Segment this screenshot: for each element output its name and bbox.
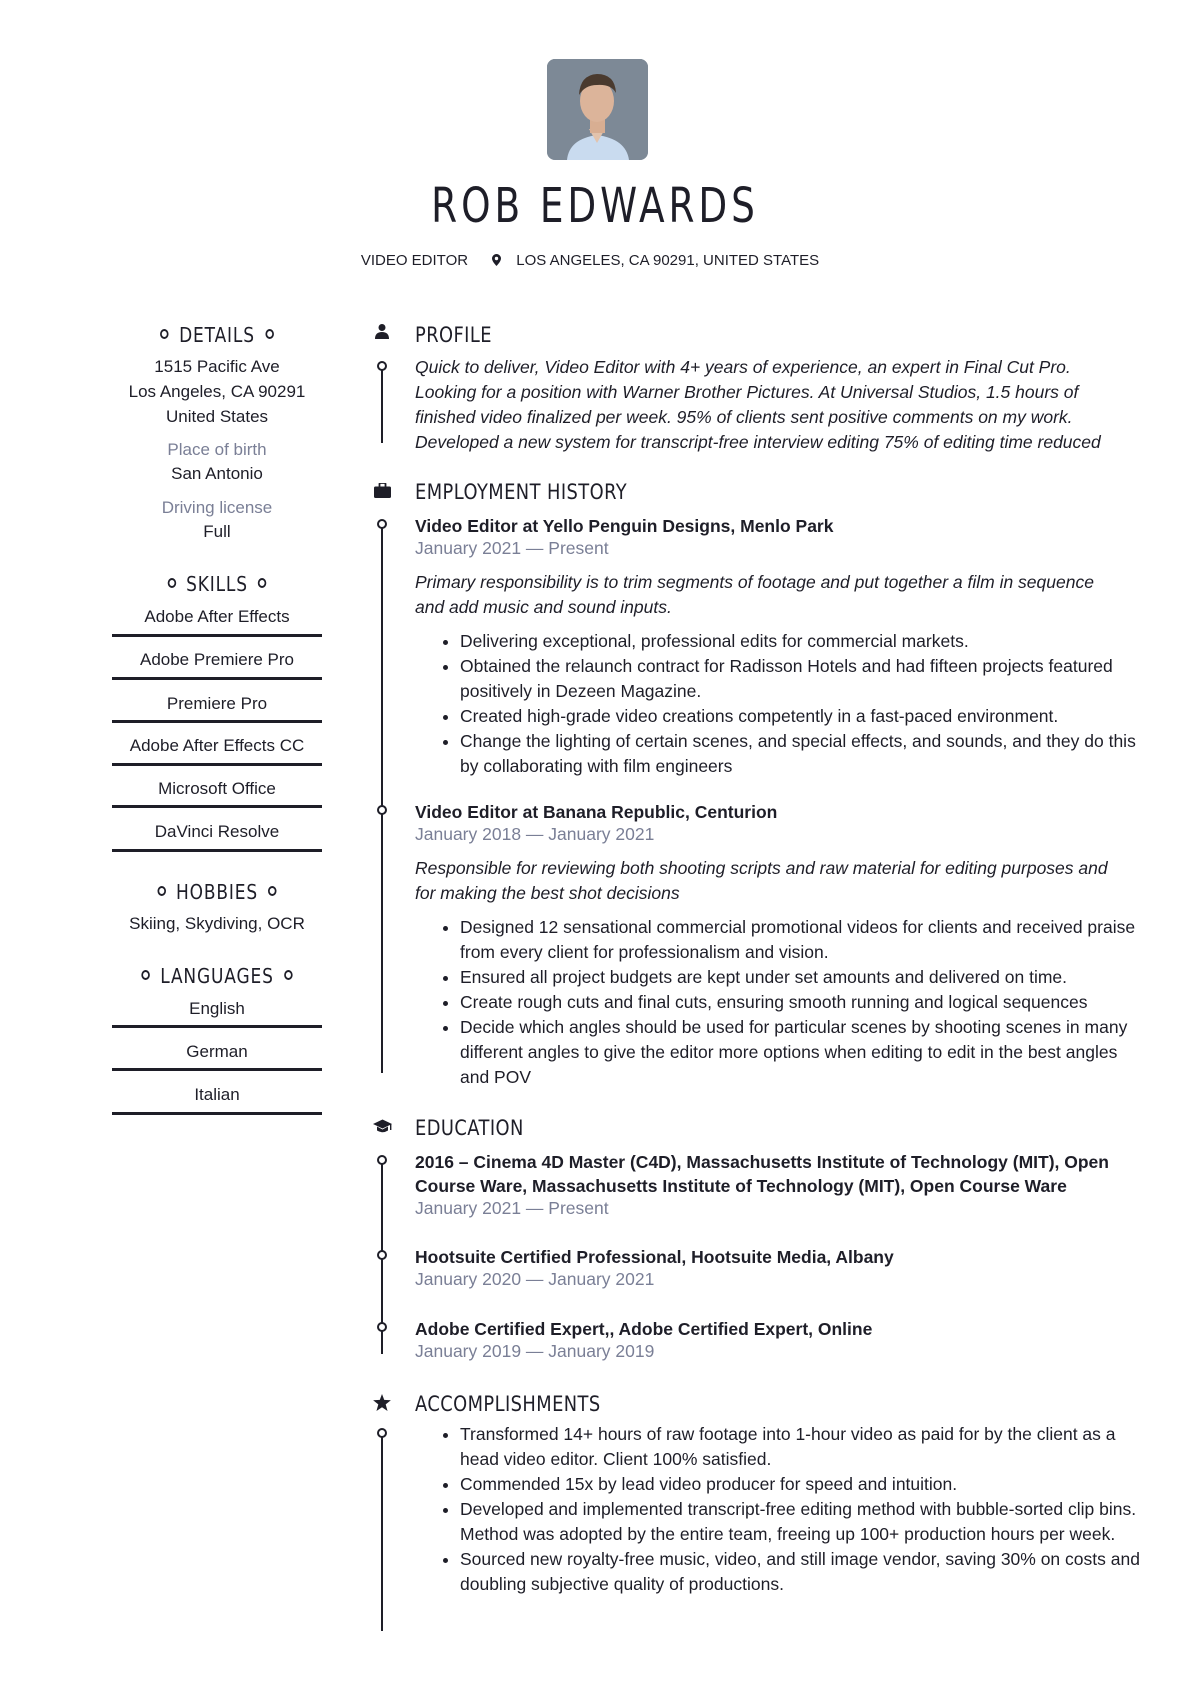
languages-heading: LANGUAGES bbox=[128, 964, 307, 988]
list-item: • Created high-grade video creations competently in a fast-paced environment. bbox=[460, 704, 1150, 729]
job-dates: January 2018 — January 2021 bbox=[415, 824, 655, 844]
timeline-node bbox=[377, 1428, 387, 1438]
skill-item: DaVinci Resolve bbox=[112, 822, 322, 842]
candidate-name: ROB EDWARDS bbox=[431, 178, 759, 234]
person-portrait-icon bbox=[547, 59, 648, 160]
accomplishments-heading: ACCOMPLISHMENTS bbox=[415, 1392, 601, 1416]
star-icon bbox=[371, 1394, 393, 1416]
person-icon bbox=[371, 323, 393, 345]
skill-item: Microsoft Office bbox=[112, 779, 322, 799]
timeline-line bbox=[381, 523, 383, 1073]
circle-icon bbox=[160, 329, 169, 339]
skills-heading: SKILLS bbox=[128, 572, 307, 596]
language-bar bbox=[112, 1068, 322, 1071]
job-description: Primary responsibility is to trim segments of footage and put together a film in sequence and add music and sound inputs. bbox=[415, 572, 1094, 617]
timeline-node bbox=[377, 1250, 387, 1260]
timeline-node bbox=[377, 1322, 387, 1332]
profile-photo bbox=[547, 59, 648, 160]
language-item: English bbox=[112, 999, 322, 1019]
skill-item: Adobe After Effects bbox=[112, 607, 322, 627]
birth-label: Place of birth bbox=[167, 440, 267, 459]
hobbies-text: Skiing, Skydiving, OCR bbox=[129, 914, 305, 933]
timeline-node bbox=[377, 519, 387, 529]
job-dates: January 2021 — Present bbox=[415, 538, 609, 558]
circle-icon bbox=[157, 886, 166, 896]
profile-heading: PROFILE bbox=[415, 323, 492, 347]
location-pin-icon bbox=[492, 254, 501, 266]
education-title: 2016 – Cinema 4D Master (C4D), Massachusetts Institute of Technology (MIT), Open Course Ware, Massachusetts Institute of Technology (MIT), Open Course Ware bbox=[415, 1152, 1109, 1196]
skill-bar bbox=[112, 849, 322, 852]
skill-bar bbox=[112, 634, 322, 637]
accomplishment-bullets bbox=[441, 1422, 1150, 1597]
list-item: • Transformed 14+ hours of raw footage into 1-hour video as paid for by the client as a head video editor. Client 100% satisfied. bbox=[460, 1422, 1150, 1472]
circle-icon bbox=[268, 886, 277, 896]
timeline-line bbox=[381, 1431, 383, 1631]
list-item: • Delivering exceptional, professional edits for commercial markets. bbox=[460, 629, 1150, 654]
address-line: United States bbox=[165, 407, 269, 426]
license-label: Driving license bbox=[161, 498, 273, 517]
education-title: Adobe Certified Expert,, Adobe Certified Expert, Online bbox=[415, 1319, 873, 1339]
education-dates: January 2019 — January 2019 bbox=[415, 1341, 655, 1361]
list-item: • Obtained the relaunch contract for Radisson Hotels and had fifteen projects featured positively in Dezeen Magazine. bbox=[460, 654, 1150, 704]
language-item: German bbox=[112, 1042, 322, 1062]
skill-bar bbox=[112, 763, 322, 766]
skill-bar bbox=[112, 720, 322, 723]
education-dates: January 2020 — January 2021 bbox=[415, 1269, 655, 1289]
job-title: Video Editor at Yello Penguin Designs, Menlo Park bbox=[415, 516, 834, 536]
timeline-node bbox=[377, 1155, 387, 1165]
circle-icon bbox=[265, 329, 274, 339]
skill-bar bbox=[112, 805, 322, 808]
employment-heading: EMPLOYMENT HISTORY bbox=[415, 480, 628, 504]
header-subline bbox=[0, 252, 1190, 269]
address-line: 1515 Pacific Ave bbox=[154, 357, 280, 376]
job-title: VIDEO EDITOR bbox=[360, 252, 469, 269]
skill-bar bbox=[112, 677, 322, 680]
circle-icon bbox=[142, 970, 151, 980]
skill-item: Adobe Premiere Pro bbox=[112, 650, 322, 670]
timeline-line bbox=[381, 364, 383, 443]
language-bar bbox=[112, 1025, 322, 1028]
birth-value: San Antonio bbox=[171, 464, 263, 483]
education-title: Hootsuite Certified Professional, Hootsuite Media, Albany bbox=[415, 1247, 894, 1267]
graduation-cap-icon bbox=[371, 1119, 393, 1141]
briefcase-icon bbox=[371, 483, 393, 505]
circle-icon bbox=[284, 970, 293, 980]
language-item: Italian bbox=[112, 1085, 322, 1105]
skill-item: Adobe After Effects CC bbox=[112, 736, 322, 756]
list-item: • Decide which angles should be used for particular scenes by shooting scenes in many different angles to give the editor more options when editing to edit in the best angles and POV bbox=[460, 1015, 1150, 1090]
hobbies-heading: HOBBIES bbox=[128, 880, 307, 904]
list-item: • Change the lighting of certain scenes, and special effects, and sounds, and they do this by collaborating with film engineers bbox=[460, 729, 1150, 779]
license-value: Full bbox=[203, 522, 231, 541]
circle-icon bbox=[167, 578, 176, 588]
language-bar bbox=[112, 1112, 322, 1115]
education-heading: EDUCATION bbox=[415, 1116, 524, 1140]
details-heading: DETAILS bbox=[128, 323, 307, 347]
education-dates: January 2021 — Present bbox=[415, 1198, 609, 1218]
job-bullets bbox=[441, 629, 1150, 779]
circle-icon bbox=[258, 578, 267, 588]
address-line: Los Angeles, CA 90291 bbox=[128, 382, 306, 401]
location-text: LOS ANGELES, CA 90291, UNITED STATES bbox=[516, 252, 820, 269]
job-bullets bbox=[441, 915, 1150, 1090]
profile-text: Quick to deliver, Video Editor with 4+ years of experience, an expert in Final Cut Pro. Looking for a position with Warner Brother Pictures. At Universal Studios, 1.5 hours of finished video finalized per week. 95% of clients sent positive comments on my work. Developed a new system for transcript-free interview editing 75% of editing time reduced bbox=[415, 357, 1101, 452]
job-description: Responsible for reviewing both shooting scripts and raw material for editing purposes and for making the best shot decisions bbox=[415, 858, 1108, 903]
timeline-node bbox=[377, 361, 387, 371]
list-item: • Designed 12 sensational commercial promotional videos for clients and received praise from every client for professionalism and vision. bbox=[460, 915, 1150, 965]
list-item: • Commended 15x by lead video producer for speed and intuition. bbox=[460, 1472, 1150, 1497]
list-item: • Developed and implemented transcript-free editing method with bubble-sorted clip bins. Method was adopted by the entire team, freeing up 100+ production hours per week. bbox=[460, 1497, 1150, 1547]
list-item: • Create rough cuts and final cuts, ensuring smooth running and logical sequences bbox=[460, 990, 1150, 1015]
list-item: • Sourced new royalty-free music, video, and still image vendor, saving 30% on costs and doubling subjective quality of productions. bbox=[460, 1547, 1150, 1597]
skill-item: Premiere Pro bbox=[112, 694, 322, 714]
list-item: • Ensured all project budgets are kept under set amounts and delivered on time. bbox=[460, 965, 1150, 990]
location bbox=[492, 252, 829, 269]
timeline-node bbox=[377, 805, 387, 815]
job-title: Video Editor at Banana Republic, Centurion bbox=[415, 802, 778, 822]
